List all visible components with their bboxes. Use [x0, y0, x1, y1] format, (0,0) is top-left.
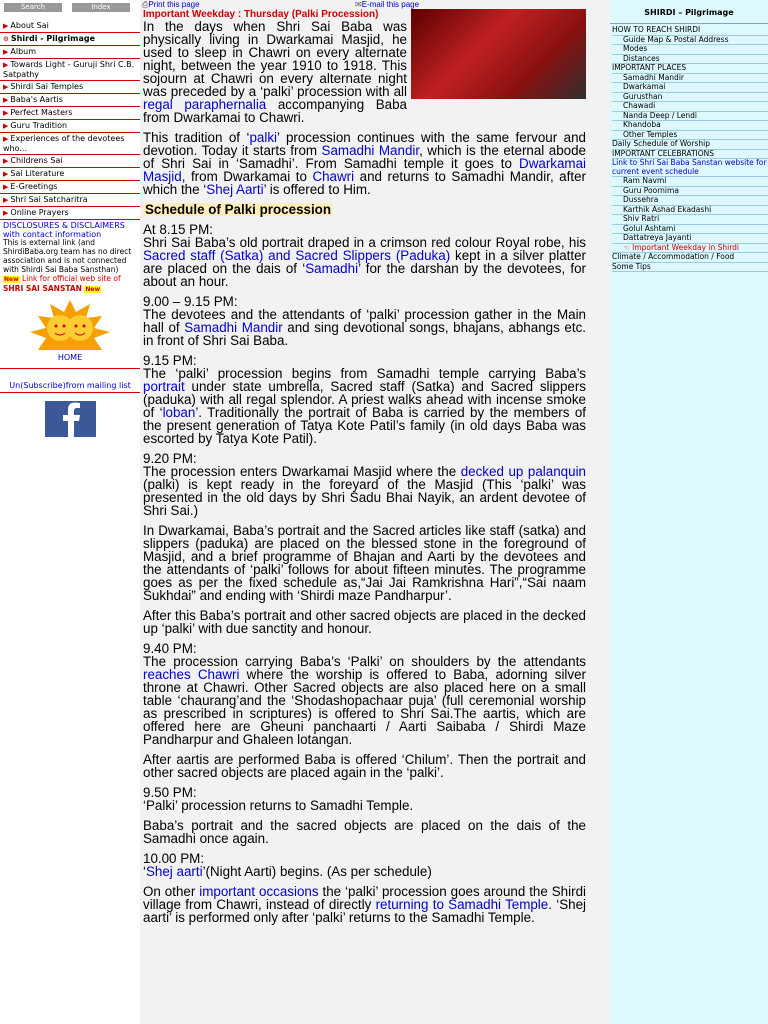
text: , which is the eternal abode of Shri Sai in ‘Samadhi’. From Samadhi temple it goes to	[143, 143, 587, 171]
official-site-link[interactable]	[3, 274, 137, 294]
schedule-heading: Schedule of Palki procession	[145, 202, 332, 217]
sidebar-item-label: Chawadi	[623, 101, 656, 110]
sidebar-item-label: IMPORTANT PLACES	[612, 63, 687, 72]
sidebar-item-label: Link to Shri Sai Baba Sanstan website for current event schedule	[612, 158, 767, 176]
palki-link[interactable]: palki	[249, 130, 278, 145]
sidebar-item-label: Climate / Accommodation / Food	[612, 252, 735, 261]
sidebar-item[interactable]	[612, 159, 768, 177]
nav-item[interactable]	[0, 46, 140, 59]
decked-up-palanquin-link[interactable]: decked up palanquin	[460, 464, 586, 479]
paragraph: After this Baba’s portrait and other sacred objects are placed in the decked up ‘palki’ with due sanctity and honour.	[143, 608, 586, 636]
paragraph	[143, 885, 586, 924]
print-label: Print this page	[148, 0, 200, 9]
sidebar-item-label: Distances	[623, 53, 660, 63]
samadhi-link[interactable]: Samadhi	[305, 261, 359, 276]
nav-item-label: Guru Tradition	[10, 121, 68, 130]
samadhi-mandir-link[interactable]: Samadhi Mandir	[321, 143, 420, 158]
sidebar-item[interactable]	[612, 263, 768, 273]
time-label: 9.50 PM:	[143, 785, 197, 800]
text: This tradition of ‘	[143, 130, 250, 145]
time-label: 9.40 PM:	[143, 641, 197, 656]
sidebar-item-label: Nanda Deep / Lendi	[623, 110, 698, 120]
text: the ‘palki’ procession goes around the Shirdi village from Chawri, instead of directly	[143, 884, 586, 912]
mailing-list-link[interactable]: Un(Subscribe)from mailing list	[0, 381, 140, 393]
arrow-icon: ▶	[3, 83, 9, 91]
text: ‘Palki’ procession returns to Samadhi Temple.	[143, 798, 414, 813]
schedule-entry	[143, 223, 586, 288]
nav-item[interactable]	[0, 59, 140, 81]
text: . ‘Shej aarti’ is performed only after ‘palki’ returns to the Samadhi Temple.	[143, 897, 587, 925]
text: The ‘palki’ procession begins from Samadhi temple carrying Baba’s	[143, 366, 586, 381]
nav-item-label: E-Greetings	[10, 182, 58, 191]
official-link-name: SHRI SAI SANSTAN	[3, 284, 82, 293]
sidebar-item-label: Samadhi Mandir	[623, 72, 684, 82]
sidebar-item-label: Important Weekday in Shirdi	[632, 242, 740, 252]
index-button[interactable]: Index	[72, 3, 130, 12]
nav-item[interactable]	[0, 133, 140, 155]
text: ’ is offered to Him.	[263, 182, 371, 197]
text: On other	[143, 884, 200, 899]
top-buttons	[4, 3, 138, 12]
nav-item[interactable]	[0, 33, 140, 46]
text: The devotees and the attendants of ‘palki’ procession gather in the Main hall of	[143, 307, 586, 335]
nav-item[interactable]	[0, 94, 140, 107]
sacred-staff-link[interactable]: Sacred staff (Satka) and Sacred Slippers (Paduka)	[143, 248, 451, 263]
nav-item-label: Album	[10, 47, 37, 56]
arrow-icon: ▶	[3, 170, 9, 178]
nav-item[interactable]	[0, 81, 140, 94]
nav-item-label: Experiences of the devotees who...	[3, 134, 125, 153]
active-marker-icon: ⊙	[3, 35, 9, 43]
sidebar-item-label: Khandoba	[623, 120, 661, 129]
sidebar-item-label: Karthik Ashad Ekadashi	[623, 204, 712, 214]
sidebar-item-label: Dussehra	[623, 195, 659, 204]
text: ’(Night Aarti) begins. (As per schedule)	[202, 864, 432, 879]
schedule-entry	[143, 786, 586, 812]
nav-item[interactable]	[0, 181, 140, 194]
paragraph: After aartis are performed Baba is offered ‘Chilum’. Then the portrait and other sacred objects are placed again in the ‘palki’.	[143, 752, 586, 780]
search-button[interactable]: Search	[4, 3, 62, 12]
nav-item[interactable]	[0, 155, 140, 168]
schedule-entry	[143, 354, 586, 445]
sidebar-item-label: IMPORTANT CELEBRATIONS	[612, 148, 715, 158]
arrow-icon: ▶	[3, 196, 9, 204]
sidebar-item-label: Golul Ashtami	[623, 223, 676, 233]
sidebar-item-label: Some Tips	[612, 261, 651, 271]
nav-item[interactable]	[0, 120, 140, 133]
time-label: 10.00 PM:	[143, 851, 205, 866]
arrow-icon: ▶	[3, 209, 9, 217]
text: ’ procession continues with the same fervour and devotion. Today it starts from	[143, 130, 586, 158]
nav-item[interactable]	[0, 168, 140, 181]
time-label: 9.15 PM:	[143, 353, 197, 368]
arrow-icon: ▶	[3, 22, 9, 30]
left-navigation	[0, 0, 140, 1024]
schedule-heading-row	[143, 203, 586, 216]
nav-item-label: Sai Literature	[10, 169, 65, 178]
sidebar-title: SHIRDI – Pilgrimage	[610, 0, 768, 24]
reaches-chawri-link[interactable]: reaches Chawri	[143, 667, 240, 682]
paragraph: Baba’s portrait and the sacred objects are placed on the dais of the Samadhi once again.	[143, 818, 586, 846]
nav-item-label: Baba's Aartis	[10, 95, 63, 104]
dwarkamai-masjid-link[interactable]: Dwarkamai Masjid	[143, 156, 586, 184]
disclosures-link[interactable]: DISCLOSURES & DISCLAIMERS with contact information	[3, 221, 125, 239]
text: , from Dwarkamai to	[181, 169, 313, 184]
loban-link[interactable]: loban	[162, 405, 196, 420]
text: ’ for the darshan by the devotees, for about an hour.	[143, 261, 586, 289]
email-label: E-mail this page	[361, 0, 420, 9]
arrow-icon: ▶	[3, 96, 9, 104]
nav-item-label: Shri Sai Satcharitra	[10, 195, 88, 204]
text: The procession enters Dwarkamai Masjid where the	[143, 464, 461, 479]
returning-to-samadhi-temple-link[interactable]: returning to Samadhi Temple	[375, 897, 549, 912]
nav-item[interactable]	[0, 207, 140, 220]
nav-item[interactable]	[0, 107, 140, 120]
sidebar-item-label: Gurusthan	[623, 91, 663, 101]
sidebar-item-label: Other Temples	[623, 129, 678, 139]
sidebar-item-label: Dwarkamai	[623, 82, 666, 91]
text: ‘	[143, 864, 146, 879]
text: Shri Sai Baba’s old portrait draped in a crimson red colour Royal robe, his	[143, 235, 586, 250]
right-sidebar	[610, 0, 768, 1024]
shej-aarti-link[interactable]: Shej Aarti	[206, 182, 264, 197]
paragraph: In Dwarkamai, Baba’s portrait and the Sacred articles like staff (satka) and slippers (paduka) are placed on the blessed stone in the foreground of Masjid, and a brief programme of Bhajan and Aarti by the devotees and the attendants of ‘palki’ follows for about fifteen minutes. The programme goes as per the fixed schedule as,“Jai Jai Ramkrishna Hari”,“Sai naam Sukhdai” and ending with ‘Shirdi maze Pandharpur’.	[143, 523, 586, 603]
facebook-icon[interactable]	[45, 401, 96, 437]
samadhi-mandir-link[interactable]: Samadhi Mandir	[184, 320, 283, 335]
text: kept in a silver platter are placed on the dais of ‘	[143, 248, 587, 276]
sidebar-item-label: HOW TO REACH SHIRDI	[612, 25, 701, 34]
nav-item-label: Shirdi - Pilgrimage	[10, 34, 96, 43]
arrow-icon: ▶	[3, 122, 9, 130]
nav-item-label: Childrens Sai	[10, 156, 63, 165]
portrait-link[interactable]: portrait	[143, 379, 185, 394]
text: accompanying Baba from Dwarkamai to Chawri.	[143, 97, 408, 125]
email-link[interactable]	[355, 0, 419, 9]
page-title: Important Weekday : Thursday (Palki Procession)	[143, 9, 379, 20]
arrow-icon: ▶	[3, 183, 9, 191]
main-content	[140, 0, 610, 1024]
schedule-entry	[143, 295, 586, 347]
nav-list	[0, 20, 140, 240]
regal-paraphernalia-link[interactable]: regal paraphernalia	[143, 97, 267, 112]
text: ’. Traditionally the portrait of Baba is carried by the members of the present generation of Tatya Kote Patil’s family (in old days Baba was escorted by Tatya Kote Patil).	[143, 405, 586, 446]
sidebar-item-label: Modes	[623, 44, 648, 53]
important-occasions-link[interactable]: important occasions	[199, 884, 319, 899]
sidebar-item-label: Ram Navmi	[623, 176, 667, 185]
nav-item[interactable]	[0, 20, 140, 33]
arrow-icon: ▶	[3, 109, 9, 117]
chawri-link[interactable]: Chawri	[312, 169, 355, 184]
printer-icon: ⎙	[142, 0, 149, 9]
sidebar-item-label: Daily Schedule of Worship	[612, 139, 710, 148]
nav-item[interactable]	[0, 194, 140, 207]
article	[143, 9, 586, 931]
pointing-hand-icon: ☜	[623, 242, 633, 252]
nav-item-label: About Sai	[10, 21, 49, 30]
sidebar-item-label: Guide Map & Postal Address	[623, 34, 729, 44]
schedule-entry	[143, 452, 586, 517]
arrow-icon: ▶	[3, 135, 9, 143]
palki-procession-photo	[411, 9, 586, 99]
sai-logo-image[interactable]	[24, 300, 116, 352]
official-link-prefix: Link for official web site of	[22, 274, 121, 283]
text: under state umbrella, Sacred staff (Satka) and Sacred slippers (paduka) with all regal splendor. A priest walks ahead with incense smoke of ‘	[143, 379, 586, 420]
text: where the worship is offered to Baba, adorning silver throne at Chawri. Other Sacred objects are also placed here on a small table ‘chaurang’and the ‘Shodashopachaar puja’ (full ceremonial worship as prescribed in scriptures) is offered to Shri Sai.The aartis, which are offered here are Gheuni panchaarti / Aarti Saibaba / Shirdi Maze Pandharpur and Ghaleen lotangan.	[143, 667, 587, 747]
text: In the days when Shri Sai Baba was physically living in Dwarkamai Masjid, he used to sleep in Chawri on every alternate night, between the year 1910 to 1918. This sojourn at Chawri on every alternate night was preceded by a ‘palki’ procession with all	[143, 19, 407, 99]
facebook-f-icon	[45, 401, 96, 437]
time-label: At 8.15 PM:	[143, 222, 213, 237]
time-label: 9.00 – 9.15 PM:	[143, 294, 238, 309]
sidebar-menu	[610, 24, 768, 272]
schedule-entry	[143, 642, 586, 746]
sidebar-item-label: Dattatreya Jayanti	[623, 233, 692, 242]
arrow-icon: ▶	[3, 48, 9, 56]
new-badge: New	[85, 286, 100, 293]
arrow-icon: ▶	[3, 157, 9, 165]
nav-item-label: Towards Light - Guruji Shri C.B. Satpathy	[3, 60, 135, 79]
paragraph	[143, 131, 586, 196]
external-note-text: This is external link (and ShirdiBaba.org team has no direct association and is not connected with Shirdi Sai Baba Sansthan)	[3, 238, 132, 274]
nav-item-label: Shirdi Sai Temples	[10, 82, 84, 91]
nav-item-label: Perfect Masters	[10, 108, 73, 117]
text: and returns to Samadhi Mandir, after which the ‘	[143, 169, 586, 197]
external-note	[3, 238, 137, 294]
sidebar-item-label: Guru Poornima	[623, 185, 679, 195]
text: The procession carrying Baba’s ‘Palki’ on shoulders by the attendants	[143, 654, 586, 669]
sidebar-item-label: Shiv Ratri	[623, 214, 660, 223]
new-badge: New	[4, 276, 19, 283]
arrow-icon: ▶	[3, 61, 9, 69]
home-link[interactable]: HOME	[0, 353, 140, 369]
nav-item-label: Online Prayers	[10, 208, 69, 217]
shej-aarti-link[interactable]: Shej aarti	[145, 864, 203, 879]
time-label: 9.20 PM:	[143, 451, 197, 466]
text: (palki) is kept ready in the foreyard of the Masjid (This ‘palki’ was presented in the old days by Shri Sadu Bhai Nayik, an ardent devotee of Shri Sai.)	[143, 477, 586, 518]
envelope-icon: ✉	[355, 0, 362, 9]
text: and sing devotional songs, bhajans, abhangs etc. in front of Shri Sai Baba.	[143, 320, 586, 348]
schedule-entry	[143, 852, 586, 878]
